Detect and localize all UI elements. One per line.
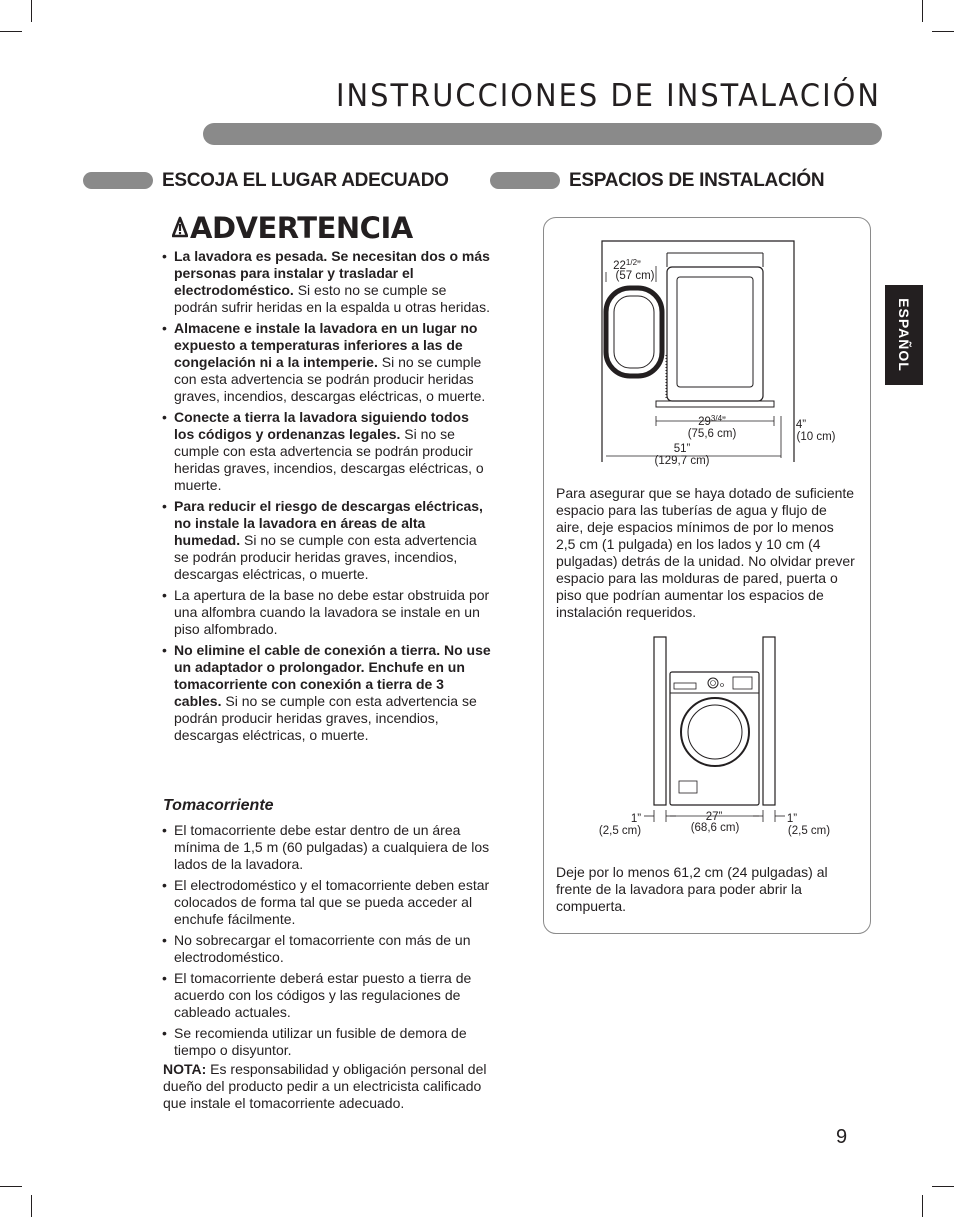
crop-mark — [31, 0, 32, 22]
list-item: • Para reducir el riesgo de descargas eléctricas, no instale la lavadora en áreas de alta humedad. Si no se cumple con esta advertencia se podrán producir heridas graves, incendios, descargas eléctricas, o muerte. — [162, 498, 492, 583]
warning-label: ADVERTENCIA — [190, 211, 413, 245]
svg-text:1”: 1” — [630, 813, 642, 825]
svg-text:(2,5 cm): (2,5 cm) — [787, 825, 831, 837]
outlet-subheading: Tomacorriente — [163, 797, 274, 814]
language-tab — [885, 285, 923, 385]
svg-text:(129,7 cm): (129,7 cm) — [654, 455, 710, 467]
svg-text:(57 cm): (57 cm) — [615, 270, 655, 282]
page-number: 9 — [836, 1126, 848, 1148]
svg-text:51”: 51” — [673, 443, 691, 455]
crop-mark — [0, 31, 22, 32]
clearance-paragraph: Para asegurar que se haya dotado de suficiente espacio para las tuberías de agua y flujo de aire, deje espacios mínimos de por lo menos 2,5 cm (1 pulgada) en los lados y 10 cm (4 pulgadas) detrás de la unidad. No olvidar prever espacio para las molduras de pared, puerta o piso que podrían aumentar los espacios de instalación requeridos. — [556, 485, 855, 620]
crop-mark — [0, 1186, 22, 1187]
crop-mark — [922, 0, 923, 22]
svg-text:221/2”: $22^{1/2}$” — [613, 258, 641, 272]
front-clearance-diagram — [590, 630, 850, 840]
svg-text:(2,5 cm): (2,5 cm) — [598, 825, 642, 837]
list-item: • Se recomienda utilizar un fusible de demora de tiempo o disyuntor. — [162, 1025, 492, 1059]
warning-title — [172, 211, 413, 245]
warning-list — [162, 248, 492, 748]
svg-text:293/4”: $29^{3/4}$” — [698, 414, 726, 428]
page-title: INSTRUCCIONES DE INSTALACIÓN — [336, 78, 881, 114]
svg-text:27”: 27” — [705, 811, 723, 823]
list-item: • No elimine el cable de conexión a tierra. No use un adaptador o prolongador. Enchufe en un tomacorriente con conexión a tierra de 3 cables. Si no se cumple con esta advertencia se podrán producir heridas graves, incendios, descargas eléctricas, o muerte. — [162, 642, 492, 744]
list-item: • La lavadora es pesada. Se necesitan dos o más personas para instalar y trasladar el electrodoméstico. Si esto no se cumple se podrán sufrir heridas en la espalda u otras heridas. — [162, 248, 492, 316]
side-clearance-diagram — [590, 235, 850, 475]
crop-mark — [31, 1195, 32, 1217]
outlet-list — [162, 822, 492, 1063]
svg-text:(68,6 cm): (68,6 cm) — [690, 822, 740, 834]
warning-icon — [172, 216, 188, 240]
crop-mark — [932, 31, 954, 32]
note — [163, 1061, 493, 1112]
list-item: • Almacene e instale la lavadora en un lugar no expuesto a temperaturas inferiores a las de congelación ni a la intemperie. Si no se cumple con esta advertencia se podrán producir heridas graves, incendios, descargas eléctricas, o muerte. — [162, 320, 492, 405]
note-label: NOTA: — [163, 1061, 207, 1077]
front-clearance-paragraph: Deje por lo menos 61,2 cm (24 pulgadas) al frente de la lavadora para poder abrir la compuerta. — [556, 864, 828, 914]
svg-text:4”: 4” — [795, 419, 807, 431]
list-item: • El electrodoméstico y el tomacorriente deben estar colocados de forma tal que se pueda acceder al enchufe fácilmente. — [162, 877, 492, 928]
list-item: • El tomacorriente deberá estar puesto a tierra de acuerdo con los códigos y las regulaciones de cableado actuales. — [162, 970, 492, 1021]
language-tab-label: ESPAÑOL — [896, 298, 912, 372]
section-heading-espacios: ESPACIOS DE INSTALACIÓN — [569, 170, 825, 191]
svg-text:(10 cm): (10 cm) — [796, 431, 836, 443]
svg-text:(75,6 cm): (75,6 cm) — [687, 428, 737, 440]
list-item: • El tomacorriente debe estar dentro de un área mínima de 1,5 m (60 pulgadas) a cualquiera de los lados de la lavadora. — [162, 822, 492, 873]
section-pill-right — [490, 172, 560, 189]
title-bar — [203, 123, 882, 145]
list-item: • No sobrecargar el tomacorriente con más de un electrodoméstico. — [162, 932, 492, 966]
crop-mark — [932, 1186, 954, 1187]
section-pill-left — [83, 172, 153, 189]
list-item: • La apertura de la base no debe estar obstruida por una alfombra cuando la lavadora se instale en un piso alfombrado. — [162, 587, 492, 638]
note-text: Es responsabilidad y obligación personal del dueño del producto pedir a un electricista calificado que instale el tomacorriente adecuado. — [163, 1061, 487, 1111]
list-item: • Conecte a tierra la lavadora siguiendo todos los códigos y ordenanzas legales. Si no se cumple con esta advertencia se podrán producir heridas graves, incendios, descargas eléctricas, o muerte. — [162, 409, 492, 494]
svg-text:1”: 1” — [786, 813, 798, 825]
crop-mark — [922, 1195, 923, 1217]
dimension-labels-front — [599, 811, 830, 837]
section-heading-lugar: ESCOJA EL LUGAR ADECUADO — [162, 170, 449, 191]
